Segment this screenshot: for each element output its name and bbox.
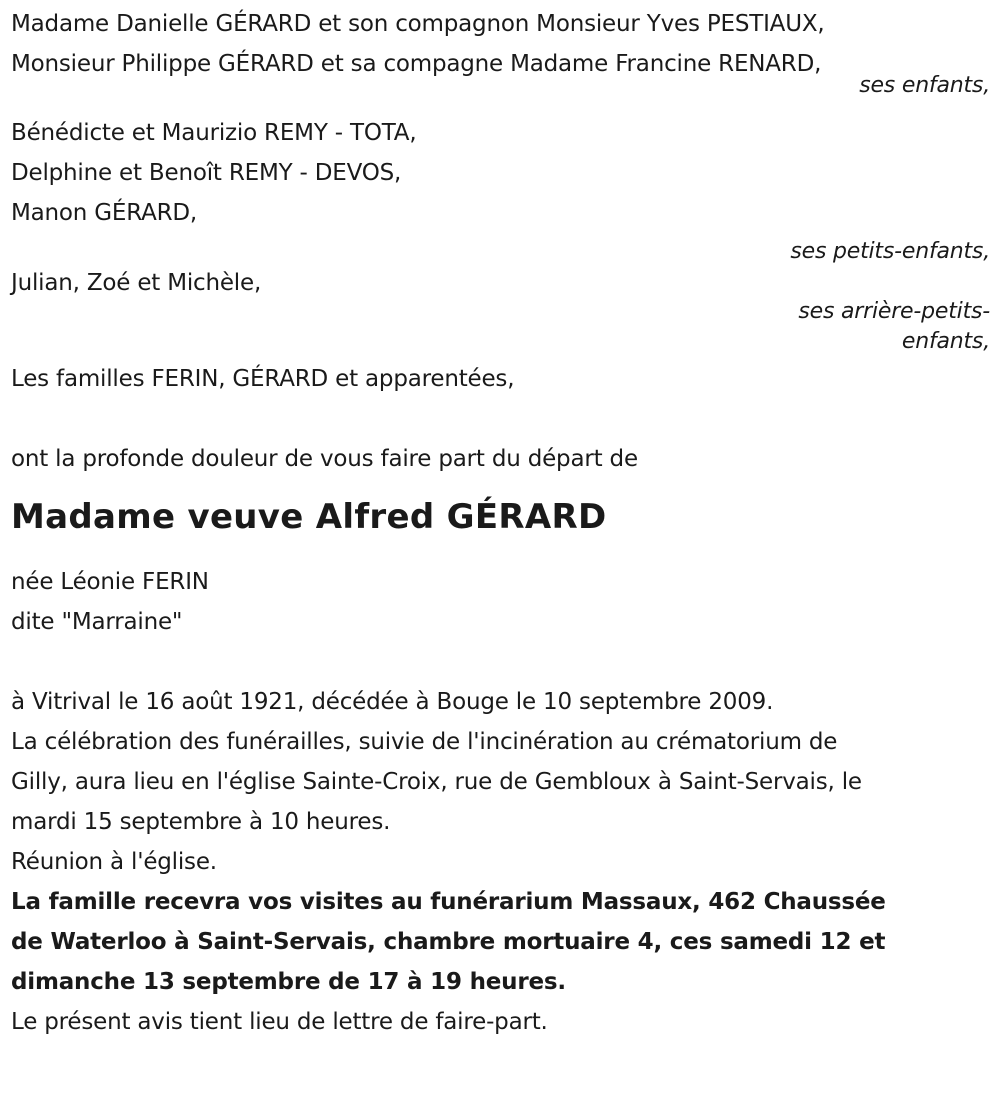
visits-line-1: La famille recevra vos visites au funérarium Massaux, 462 Chaussée <box>11 889 886 915</box>
meeting-line: Réunion à l'église. <box>11 849 217 875</box>
spacer <box>11 642 990 682</box>
children-role: ses enfants, <box>859 73 990 98</box>
grandchildren-line-1: Bénédicte et Maurizio REMY - TOTA, <box>11 120 417 146</box>
birth-death-line: à Vitrival le 16 août 1921, décédée à Bouge le 10 septembre 2009. <box>11 689 774 715</box>
ceremony-line-3: mardi 15 septembre à 10 heures. <box>11 809 391 835</box>
visits-line-3: dimanche 13 septembre de 17 à 19 heures. <box>11 969 566 995</box>
great-grandchildren-role-2: enfants, <box>901 329 990 354</box>
obituary-notice <box>0 4 1000 1102</box>
ceremony-line-2: Gilly, aura lieu en l'église Sainte-Croix, rue de Gembloux à Saint-Servais, le <box>11 769 862 795</box>
ceremony-line-1: La célébration des funérailles, suivie de l'incinération au crématorium de <box>11 729 838 755</box>
children-line-1: Madame Danielle GÉRARD et son compagnon Monsieur Yves PESTIAUX, <box>11 11 825 37</box>
great-grandchildren-role-1: ses arrière-petits- <box>798 299 990 324</box>
children-line-2: Monsieur Philippe GÉRARD et sa compagne Madame Francine RENARD, <box>11 51 822 77</box>
announcement-line: ont la profonde douleur de vous faire part du départ de <box>11 446 638 472</box>
grandchildren-line-2: Delphine et Benoît REMY - DEVOS, <box>11 160 402 186</box>
spacer <box>11 540 990 562</box>
closing-line: Le présent avis tient lieu de lettre de faire-part. <box>11 1009 548 1035</box>
grandchildren-line-3: Manon GÉRARD, <box>11 200 198 226</box>
great-grandchildren-line-1: Julian, Zoé et Michèle, <box>11 270 262 296</box>
born-name: née Léonie FERIN <box>11 569 209 595</box>
visits-line-2: de Waterloo à Saint-Servais, chambre mortuaire 4, ces samedi 12 et <box>11 929 886 955</box>
deceased-name: Madame veuve Alfred GÉRARD <box>11 497 607 537</box>
nickname: dite "Marraine" <box>11 609 183 635</box>
spacer <box>11 399 990 439</box>
grandchildren-role: ses petits-enfants, <box>790 239 990 264</box>
families-line: Les familles FERIN, GÉRARD et apparentées, <box>11 366 515 392</box>
